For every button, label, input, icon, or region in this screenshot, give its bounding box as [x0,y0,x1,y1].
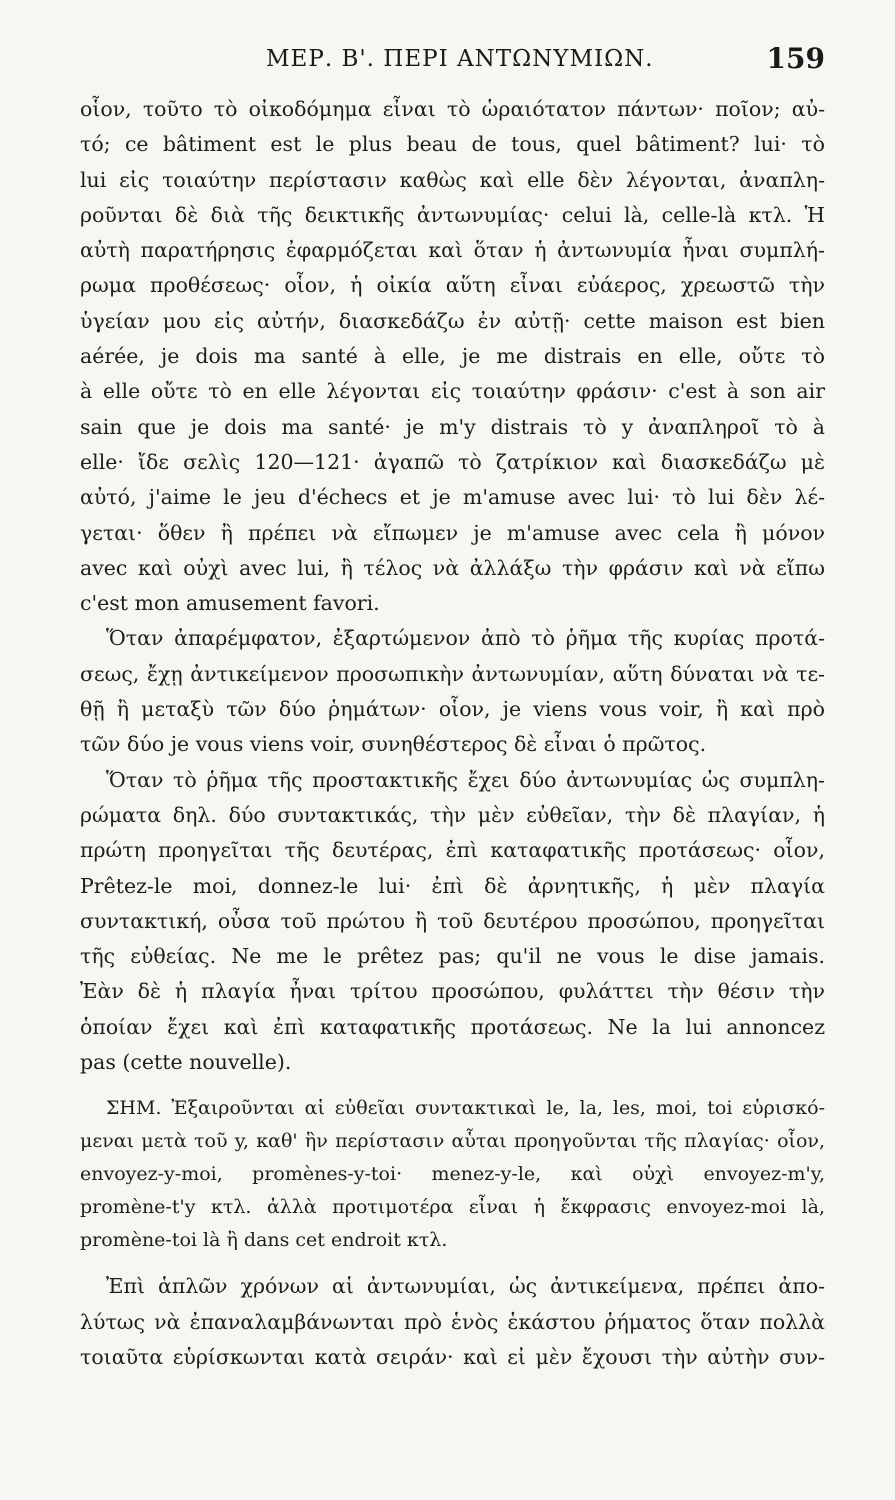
paragraph-gap [80,1257,825,1269]
text-line: αὐτό, j'aime le jeu d'échecs et je m'amuse avec lui· τὸ lui δὲν λέ- [80,485,825,510]
text-line: λύτως νὰ ἐπαναλαμβάνωνται πρὸ ἑνὸς ἑκάστου ῥήματος ὅταν πολλὰ [80,1309,825,1334]
text-line: ρωμα προθέσεως· οἷον, ἡ οἰκία αὕτη εἶναι εὐάερος, χρεωστῶ τὴν [80,273,825,298]
text-line: ροῦνται δὲ διὰ τῆς δεικτικῆς ἀντωνυμίας· celui là, celle-là κτλ. Ἡ [80,202,825,227]
text-line: οἷον, τοῦτο τὸ οἰκοδόμημα εἶναι τὸ ὡραιότατον πάντων· ποῖον; αὐ- [80,97,825,121]
text-line: Ὅταν ἀπαρέμφατον, ἐξαρτώμενον ἀπὸ τὸ ῥῆμα τῆς κυρίας προτά- [106,626,825,651]
page-number: 159 [766,42,825,75]
text-line: sain que je dois ma santé· je m'y distrais τὸ y ἀναπληροῖ τὸ à [80,414,825,439]
note-block [80,1092,825,1257]
text-line: avec καὶ οὐχὶ avec lui, ἢ τέλος νὰ ἀλλάξω τὴν φράσιν καὶ νὰ εἴπω [80,555,825,580]
text-line: elle· ἴδε σελὶς 120—121· ἀγαπῶ τὸ ζατρίκιον καὶ διασκεδάζω μὲ [80,449,825,474]
main-text [80,92,825,1375]
text-line: Prêtez-le moi, donnez-le lui· ἐπὶ δὲ ἀρνητικῆς, ἡ μὲν πλαγία [80,873,825,898]
text-line: pas (cette nouvelle). [80,1050,292,1075]
note-line: ΣΗΜ. Ἐξαιροῦνται αἱ εὐθεῖαι συντακτικαὶ le, la, les, moi, toi εὑρισκό- [106,1097,825,1120]
text-line: ὁποίαν ἔχει καὶ ἐπὶ καταφατικῆς προτάσεως. Ne la lui annoncez [80,1014,825,1039]
text-line: σεως, ἔχῃ ἀντικείμενον προσωπικὴν ἀντωνυμίαν, αὕτη δύναται νὰ τε- [80,661,825,686]
text-line: ὑγείαν μου εἰς αὐτήν, διασκεδάζω ἐν αὐτῇ· cette maison est bien [80,308,825,333]
text-line: τῆς εὐθείας. Ne me le prêtez pas; qu'il ne vous le dise jamais. [80,944,825,969]
text-line: αὐτὴ παρατήρησις ἐφαρμόζεται καὶ ὅταν ἡ ἀντωνυμία ἦναι συμπλή- [80,238,825,263]
text-line: Ἐὰν δὲ ἡ πλαγία ἦναι τρίτου προσώπου, φυλάττει τὴν θέσιν τὴν [80,979,825,1004]
note-line: μεναι μετὰ τοῦ y, καθ' ἣν περίστασιν αὗται προηγοῦνται τῆς πλαγίας· οἷον, [80,1130,825,1153]
text-line: Ἐπὶ ἁπλῶν χρόνων αἱ ἀντωνυμίαι, ὡς ἀντικείμενα, πρέπει ἀπο- [106,1274,825,1299]
text-line: ρώματα δηλ. δύο συντακτικάς, τὴν μὲν εὐθεῖαν, τὴν δὲ πλαγίαν, ἡ [80,802,825,827]
text-line: τό; ce bâtiment est le plus beau de tous, quel bâtiment? lui· τὸ [80,132,825,157]
text-line: Ὅταν τὸ ῥῆμα τῆς προστακτικῆς ἔχει δύο ἀντωνυμίας ὡς συμπλη- [106,767,825,792]
text-line: τῶν δύο je vous viens voir, συνηθέστερος δὲ εἶναι ὁ πρῶτος. [80,732,707,757]
text-line: aérée, je dois ma santé à elle, je me distrais en elle, οὔτε τὸ [80,344,825,369]
note-line: promène-toi là ἢ dans cet endroit κτλ. [80,1229,448,1252]
paragraph-gap [80,1080,825,1092]
note-line: promène-t'y κτλ. ἀλλὰ προτιμοτέρα εἶναι ἡ ἔκφρασις envoyez-moi là, [80,1196,825,1219]
text-line: συντακτική, οὖσα τοῦ πρώτου ἢ τοῦ δευτέρου προσώπου, προηγεῖται [80,908,825,933]
note-line: envoyez-y-moi, promènes-y-toi· menez-y-le, καὶ οὐχὶ envoyez-m'y, [80,1163,825,1186]
text-line: à elle οὔτε τὸ en elle λέγονται εἰς τοιαύτην φράσιν· c'est à son air [80,379,825,404]
running-head: ΜΕΡ. Β'. ΠΕΡΙ ΑΝΤΩΝΥΜΙΩΝ. [266,46,654,72]
text-line: θῇ ἢ μεταξὺ τῶν δύο ῥημάτων· οἷον, je viens vous voir, ἢ καὶ πρὸ [80,697,825,722]
page-header [80,42,825,82]
text-line: γεται· ὅθεν ἢ πρέπει νὰ εἴπωμεν je m'amuse avec cela ἢ μόνον [80,520,825,545]
text-line: τοιαῦτα εὑρίσκωνται κατὰ σειράν· καὶ εἰ μὲν ἔχουσι τὴν αὐτὴν συν- [80,1344,825,1369]
text-line: lui εἰς τοιαύτην περίστασιν καθὼς καὶ elle δὲν λέγονται, ἀναπλη- [80,167,825,192]
text-line: πρώτη προηγεῖται τῆς δευτέρας, ἐπὶ καταφατικῆς προτάσεως· οἷον, [80,838,825,863]
text-line: c'est mon amusement favori. [80,591,380,616]
